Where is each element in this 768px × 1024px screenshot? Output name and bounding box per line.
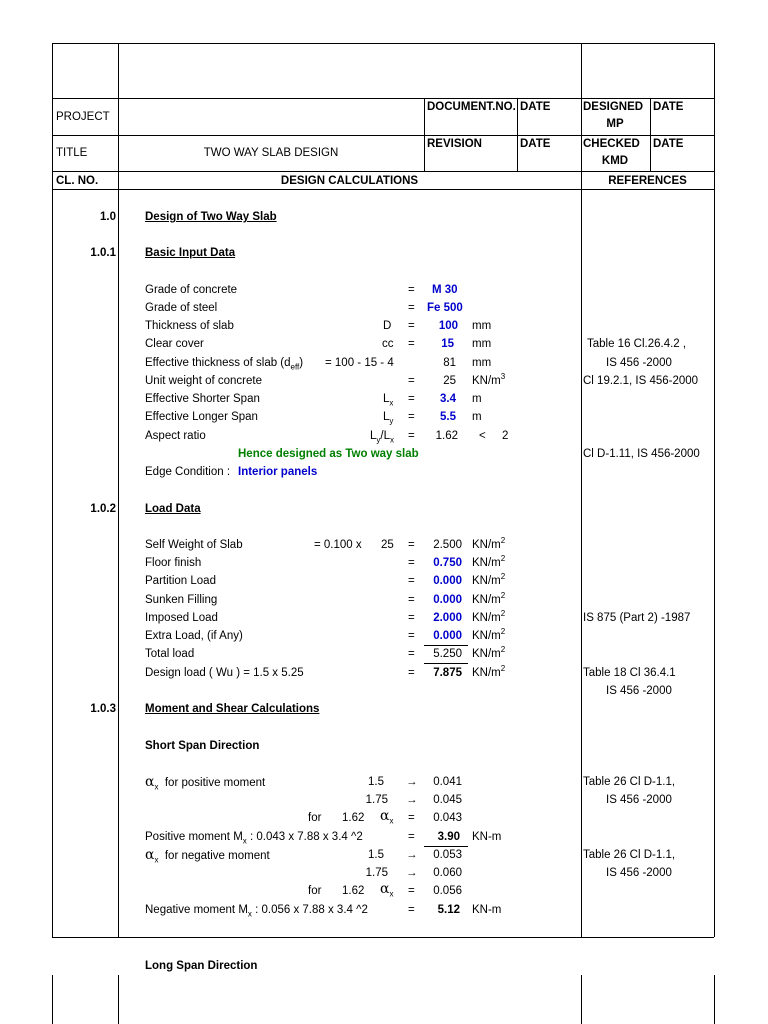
short-span-label: Effective Shorter Span: [145, 393, 260, 405]
eff-thickness-expr: = 100 - 15 - 4: [325, 357, 394, 369]
eq-6: =: [408, 393, 415, 405]
short-span-value: 3.4: [440, 393, 456, 405]
eq-4: =: [408, 338, 415, 350]
neg-ratio-1: 1.5: [368, 849, 384, 861]
ref-5a: Table 18 Cl 36.4.1: [583, 667, 676, 679]
imposed-load-label: Imposed Load: [145, 612, 218, 624]
designed-by: MP: [606, 118, 624, 130]
designed-divider: [650, 98, 651, 171]
long-span-symbol: $L_y$: [383, 411, 394, 426]
pos-moment-eq: =: [408, 831, 415, 843]
date-divider: [517, 98, 518, 171]
border-left: [52, 43, 53, 937]
ref-1a: Table 16 Cl.26.4.2 ,: [587, 338, 687, 350]
eq-5: =: [408, 375, 415, 387]
neg-value-2: 0.060: [433, 867, 462, 879]
self-weight-value: 2.500: [433, 539, 462, 551]
neg-ratio-interp: 1.62: [342, 885, 365, 897]
section-3-title: Load Data: [145, 503, 201, 515]
pos-value-2: 0.045: [433, 794, 462, 806]
sunken-filling-value: 0.000: [433, 594, 462, 606]
self-weight-label: Self Weight of Slab: [145, 539, 243, 551]
section-2-title: Basic Input Data: [145, 247, 236, 259]
thickness-label: Thickness of slab: [145, 320, 234, 332]
extra-load-unit: $KN/m^2$: [472, 627, 506, 642]
neg-eq: =: [408, 885, 415, 897]
design-calc-label: DESIGN CALCULATIONS: [280, 175, 419, 187]
clno-divider-2: [118, 975, 119, 1024]
neg-moment-label: Negative moment $M_x$ : 0.056 x 7.88 x 3.4 ^2: [145, 904, 368, 919]
aspect-ratio-label: Aspect ratio: [145, 430, 206, 442]
border-right-2: [714, 975, 715, 1024]
border-right: [714, 43, 715, 937]
eq-7: =: [408, 411, 415, 423]
pos-moment-rule: [424, 846, 468, 847]
aspect-limit: 2: [502, 430, 509, 442]
aspect-ratio-value: 1.62: [435, 430, 458, 442]
date-label-1: DATE: [520, 101, 551, 113]
design-load-label: Design load ( Wu ) = 1.5 x 5.25: [145, 667, 304, 679]
references-label: REFERENCES: [608, 175, 687, 187]
partition-load-label: Partition Load: [145, 575, 216, 587]
header-line-2: [52, 135, 714, 136]
document-no-label: DOCUMENT.NO.: [427, 101, 516, 113]
eq-l1: =: [408, 539, 415, 551]
imposed-load-value: 2.000: [433, 612, 462, 624]
eff-thickness-value: 81: [443, 357, 456, 369]
thickness-symbol: D: [383, 320, 392, 332]
section-2-no: 1.0.1: [90, 247, 116, 259]
extra-load-value: 0.000: [433, 630, 462, 642]
section-4-title: Moment and Shear Calculations: [145, 703, 320, 715]
long-span-label: Effective Longer Span: [145, 411, 258, 423]
cover-value: 15: [441, 338, 454, 350]
section-4-no: 1.0.3: [90, 703, 116, 715]
ref-6b: IS 456 -2000: [606, 794, 672, 806]
aspect-ratio-symbol: $L_y/L_x$: [370, 430, 394, 445]
neg-for: for: [308, 885, 322, 897]
partition-load-unit: $KN/m^2$: [472, 572, 506, 587]
designed-label: DESIGNED: [583, 101, 644, 113]
design-load-rule: [424, 663, 468, 664]
eq-1: =: [408, 284, 415, 296]
pos-value-1: 0.041: [433, 776, 462, 788]
neg-ratio-2: 1.75: [365, 867, 388, 879]
floor-finish-value: 0.750: [433, 557, 462, 569]
floor-finish-label: Floor finish: [145, 557, 202, 569]
docno-divider: [424, 98, 425, 171]
eq-8: =: [408, 430, 415, 442]
alpha-pos-label: $\alpha_x$ for positive moment: [145, 774, 266, 792]
pos-alpha-interp: $\alpha_x$: [380, 808, 394, 826]
design-load-value: 7.875: [433, 667, 462, 679]
hence-two-way: Hence designed as Two way slab: [238, 448, 419, 460]
title-value: TWO WAY SLAB DESIGN: [203, 147, 339, 159]
clno-label: CL. NO.: [56, 175, 99, 187]
neg-moment-unit: KN-m: [472, 904, 502, 916]
revision-label: REVISION: [427, 138, 482, 150]
header-line-4: [52, 189, 714, 190]
design-load-unit: $KN/m^2$: [472, 664, 506, 679]
checked-by: KMD: [601, 155, 629, 167]
alpha-neg-label: $\alpha_x$ for negative moment: [145, 847, 270, 865]
edge-condition-label: Edge Condition :: [145, 466, 231, 478]
thickness-value: 100: [438, 320, 458, 332]
neg-moment-value: 5.12: [437, 904, 460, 916]
grade-concrete-label: Grade of concrete: [145, 284, 238, 296]
pos-arrow-1: →: [406, 776, 418, 788]
pos-moment-value: 3.90: [437, 831, 460, 843]
self-weight-expr2: 25: [381, 539, 394, 551]
date-label-2: DATE: [520, 138, 551, 150]
long-span-unit: m: [472, 411, 482, 423]
ref-2: Cl 19.2.1, IS 456-2000: [583, 375, 699, 387]
ref-5b: IS 456 -2000: [606, 685, 672, 697]
ref-6a: Table 26 Cl D-1.1,: [583, 776, 676, 788]
unit-weight-label: Unit weight of concrete: [145, 375, 262, 387]
pos-moment-unit: KN-m: [472, 831, 502, 843]
page-break-line: [52, 937, 714, 938]
cover-symbol: cc: [382, 338, 394, 350]
refs-divider-2: [581, 975, 582, 1024]
floor-finish-unit: $KN/m^2$: [472, 554, 506, 569]
pos-ratio-1: 1.5: [368, 776, 384, 788]
eq-l2: =: [408, 557, 415, 569]
header-line-1: [52, 98, 714, 99]
neg-arrow-1: →: [406, 849, 418, 861]
pos-eq: =: [408, 812, 415, 824]
date-label-4: DATE: [653, 138, 684, 150]
ref-4: IS 875 (Part 2) -1987: [583, 612, 691, 624]
cover-label: Clear cover: [145, 338, 204, 350]
header-line-3: [52, 171, 714, 172]
unit-weight-value: 25: [443, 375, 456, 387]
neg-alpha-interp: $\alpha_x$: [380, 881, 394, 899]
long-span-value: 5.5: [440, 411, 456, 423]
eq-l7: =: [408, 648, 415, 660]
neg-moment-eq: =: [408, 904, 415, 916]
eff-thickness-label: Effective thickness of slab $(d_{eff})$: [145, 357, 304, 372]
cover-unit: mm: [472, 338, 492, 350]
eq-l4: =: [408, 594, 415, 606]
section-3-no: 1.0.2: [90, 503, 116, 515]
ref-1b: IS 456 -2000: [606, 357, 672, 369]
section-1-title: Design of Two Way Slab: [145, 211, 277, 223]
grade-concrete-value: M 30: [432, 284, 458, 296]
eq-l6: =: [408, 630, 415, 642]
total-load-value: 5.250: [433, 648, 462, 660]
pos-for: for: [308, 812, 322, 824]
short-span-unit: m: [472, 393, 482, 405]
pos-value-3: 0.043: [433, 812, 462, 824]
self-weight-expr1: = 0.100 x: [314, 539, 362, 551]
border-left-2: [52, 975, 53, 1024]
project-label: PROJECT: [56, 111, 110, 123]
title-label: TITLE: [56, 147, 88, 159]
sunken-filling-label: Sunken Filling: [145, 594, 218, 606]
unit-weight-unit: $KN/m^3$: [472, 372, 506, 387]
border-top: [52, 43, 714, 44]
grade-steel-value: Fe 500: [427, 302, 463, 314]
total-load-label: Total load: [145, 648, 195, 660]
aspect-lt: <: [479, 430, 486, 442]
neg-value-3: 0.056: [433, 885, 462, 897]
eq-3: =: [408, 320, 415, 332]
edge-condition-value: Interior panels: [238, 466, 318, 478]
extra-load-label: Extra Load, (if Any): [145, 630, 243, 642]
ref-7a: Table 26 Cl D-1.1,: [583, 849, 676, 861]
grade-steel-label: Grade of steel: [145, 302, 218, 314]
neg-value-1: 0.053: [433, 849, 462, 861]
ref-3: Cl D-1.11, IS 456-2000: [583, 448, 700, 460]
eq-l3: =: [408, 575, 415, 587]
pos-arrow-2: →: [406, 794, 418, 806]
short-span-symbol: $L_x$: [383, 393, 394, 408]
total-load-rule: [424, 645, 468, 646]
checked-label: CHECKED: [583, 138, 640, 150]
sunken-filling-unit: $KN/m^2$: [472, 591, 506, 606]
neg-arrow-2: →: [406, 867, 418, 879]
section-1-no: 1.0: [100, 211, 116, 223]
imposed-load-unit: $KN/m^2$: [472, 609, 506, 624]
thickness-unit: mm: [472, 320, 492, 332]
self-weight-unit: $KN/m^2$: [472, 536, 506, 551]
long-span-heading: Long Span Direction: [145, 960, 258, 972]
date-label-3: DATE: [653, 101, 684, 113]
pos-ratio-interp: 1.62: [342, 812, 365, 824]
total-load-unit: $KN/m^2$: [472, 645, 506, 660]
partition-load-value: 0.000: [433, 575, 462, 587]
ref-7b: IS 456 -2000: [606, 867, 672, 879]
eff-thickness-unit: mm: [472, 357, 492, 369]
pos-moment-label: Positive moment $M_x$ : 0.043 x 7.88 x 3.4 ^2: [145, 831, 363, 846]
pos-ratio-2: 1.75: [365, 794, 388, 806]
eq-2: =: [408, 302, 415, 314]
eq-l5: =: [408, 612, 415, 624]
short-span-heading: Short Span Direction: [145, 740, 260, 752]
eq-l8: =: [408, 667, 415, 679]
